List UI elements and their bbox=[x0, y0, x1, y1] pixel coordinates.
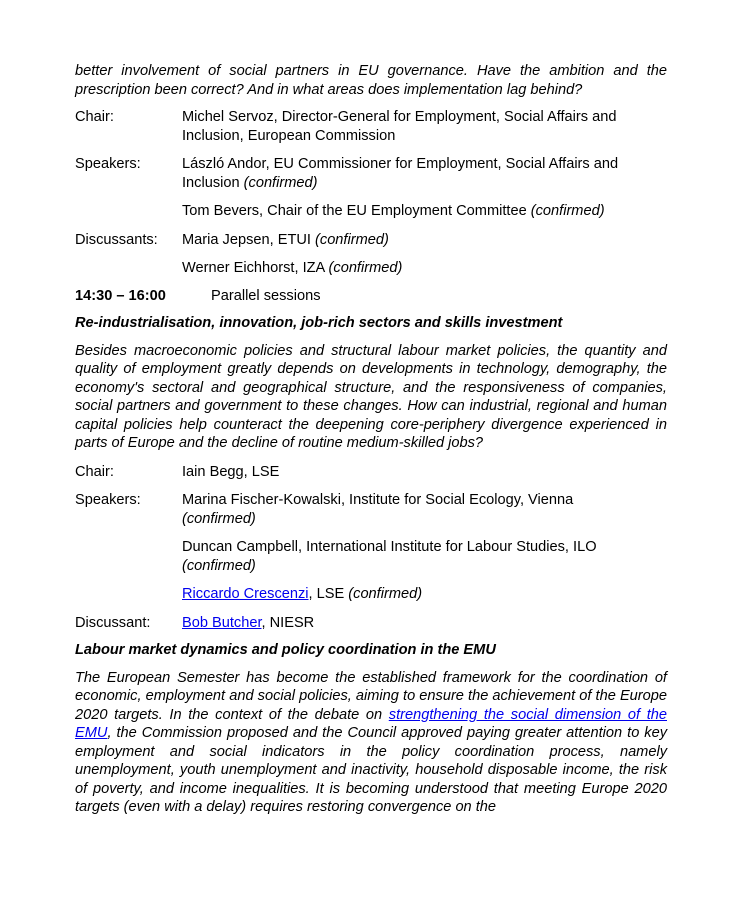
document-page bbox=[75, 62, 667, 817]
discussants-label: Discussants: bbox=[75, 231, 158, 248]
speaker-name: Marina Fischer-Kowalski, Institute for Social Ecology, Vienna bbox=[182, 492, 574, 508]
discussant-affiliation: , NIESR bbox=[261, 614, 315, 631]
session2-chair-row bbox=[75, 463, 667, 482]
chair-label: Chair: bbox=[75, 109, 114, 125]
speaker-entry bbox=[182, 202, 667, 221]
discussant-status: (confirmed) bbox=[328, 260, 403, 276]
discussant-entry bbox=[182, 231, 667, 250]
session1-discussant-row bbox=[75, 259, 667, 278]
discussant-name: Maria Jepsen, ETUI bbox=[182, 231, 311, 248]
session2-speaker-row bbox=[75, 585, 667, 604]
time-slot-row bbox=[75, 287, 667, 306]
speaker-status: (confirmed) bbox=[182, 510, 256, 527]
session2-speaker-row bbox=[75, 538, 667, 575]
speaker-status: (confirmed) bbox=[182, 557, 256, 574]
discussant-label: Discussant: bbox=[75, 614, 151, 631]
session2-description: Besides macroeconomic policies and structural labour market policies, the quantity and quality of employment greatly depends on developments in technology, demography, the economy's sectoral and geographical structure, and the responsiveness of companies, social partners and government to these changes. How can industrial, regional and human capital policies help counteract the deepening core-periphery divergence experienced in parts of Europe and the decline of routine medium-skilled jobs? bbox=[75, 342, 667, 451]
chair-value: Iain Begg, LSE bbox=[182, 463, 280, 480]
speaker-name: Tom Bevers, Chair of the EU Employment Committee bbox=[182, 203, 527, 219]
chair-value: Michel Servoz, Director-General for Employment, Social Affairs and Inclusion, European Commission bbox=[182, 109, 617, 144]
chair-label: Chair: bbox=[75, 463, 114, 480]
speaker-name: Duncan Campbell, International Institute for Labour Studies, ILO bbox=[182, 539, 597, 555]
speaker-status: (confirmed) bbox=[530, 203, 605, 219]
discussant-link-bob-butcher[interactable]: Bob Butcher bbox=[182, 614, 262, 631]
speaker-entry bbox=[182, 491, 667, 528]
session2-speaker-row bbox=[75, 491, 667, 528]
speaker-name: László Andor, EU Commissioner for Employment, Social Affairs and Inclusion bbox=[182, 156, 619, 191]
discussant-name: Werner Eichhorst, IZA bbox=[182, 260, 325, 276]
intro-paragraph: better involvement of social partners in EU governance. Have the ambition and the prescription been correct? And in what areas does implementation lag behind? bbox=[75, 63, 667, 98]
session1-speaker-row bbox=[75, 202, 667, 221]
session1-discussant-row bbox=[75, 231, 667, 250]
speaker-affiliation: , LSE bbox=[308, 586, 349, 602]
session1-speaker-row bbox=[75, 155, 667, 192]
description-text-after-link: , the Commission proposed and the Council approved paying greater attention to key employment and social indicators in the policy coordination process, namely unemployment, youth unemployment and inactivity, household disposable income, the risk of poverty, and income inequalities. It is becoming understood that meeting Europe 2020 targets (even with a delay) requires restoring convergence on the bbox=[75, 725, 667, 815]
speaker-link-riccardo-crescenzi[interactable]: Riccardo Crescenzi bbox=[182, 586, 309, 602]
time-slot: 14:30 – 16:00 bbox=[75, 287, 166, 304]
speaker-status: (confirmed) bbox=[243, 174, 318, 191]
session1-chair-row bbox=[75, 108, 667, 145]
speaker-entry bbox=[182, 155, 667, 192]
session2-discussant-row bbox=[75, 614, 667, 633]
discussant-status: (confirmed) bbox=[315, 231, 389, 248]
speakers-label: Speakers: bbox=[75, 156, 141, 172]
speaker-entry bbox=[182, 585, 667, 604]
session3-description bbox=[75, 669, 667, 817]
discussant-entry bbox=[182, 614, 667, 633]
social-dimension-emu-link[interactable]: strengthening the social dimension of the EMU bbox=[75, 706, 667, 741]
discussant-entry bbox=[182, 259, 667, 278]
description-text-before-link: The European Semester has become the established framework for the coordination of economic, employment and social policies, aiming to ensure the achievement of the Europe 2020 targets. In the context of the debate on bbox=[75, 669, 667, 723]
speakers-label: Speakers: bbox=[75, 492, 141, 508]
time-slot-title: Parallel sessions bbox=[211, 287, 321, 304]
speaker-status: (confirmed) bbox=[348, 586, 423, 602]
speaker-entry bbox=[182, 538, 667, 575]
session2-heading: Re-industrialisation, innovation, job-rich sectors and skills investment bbox=[75, 315, 563, 331]
session3-heading: Labour market dynamics and policy coordination in the EMU bbox=[75, 642, 496, 658]
